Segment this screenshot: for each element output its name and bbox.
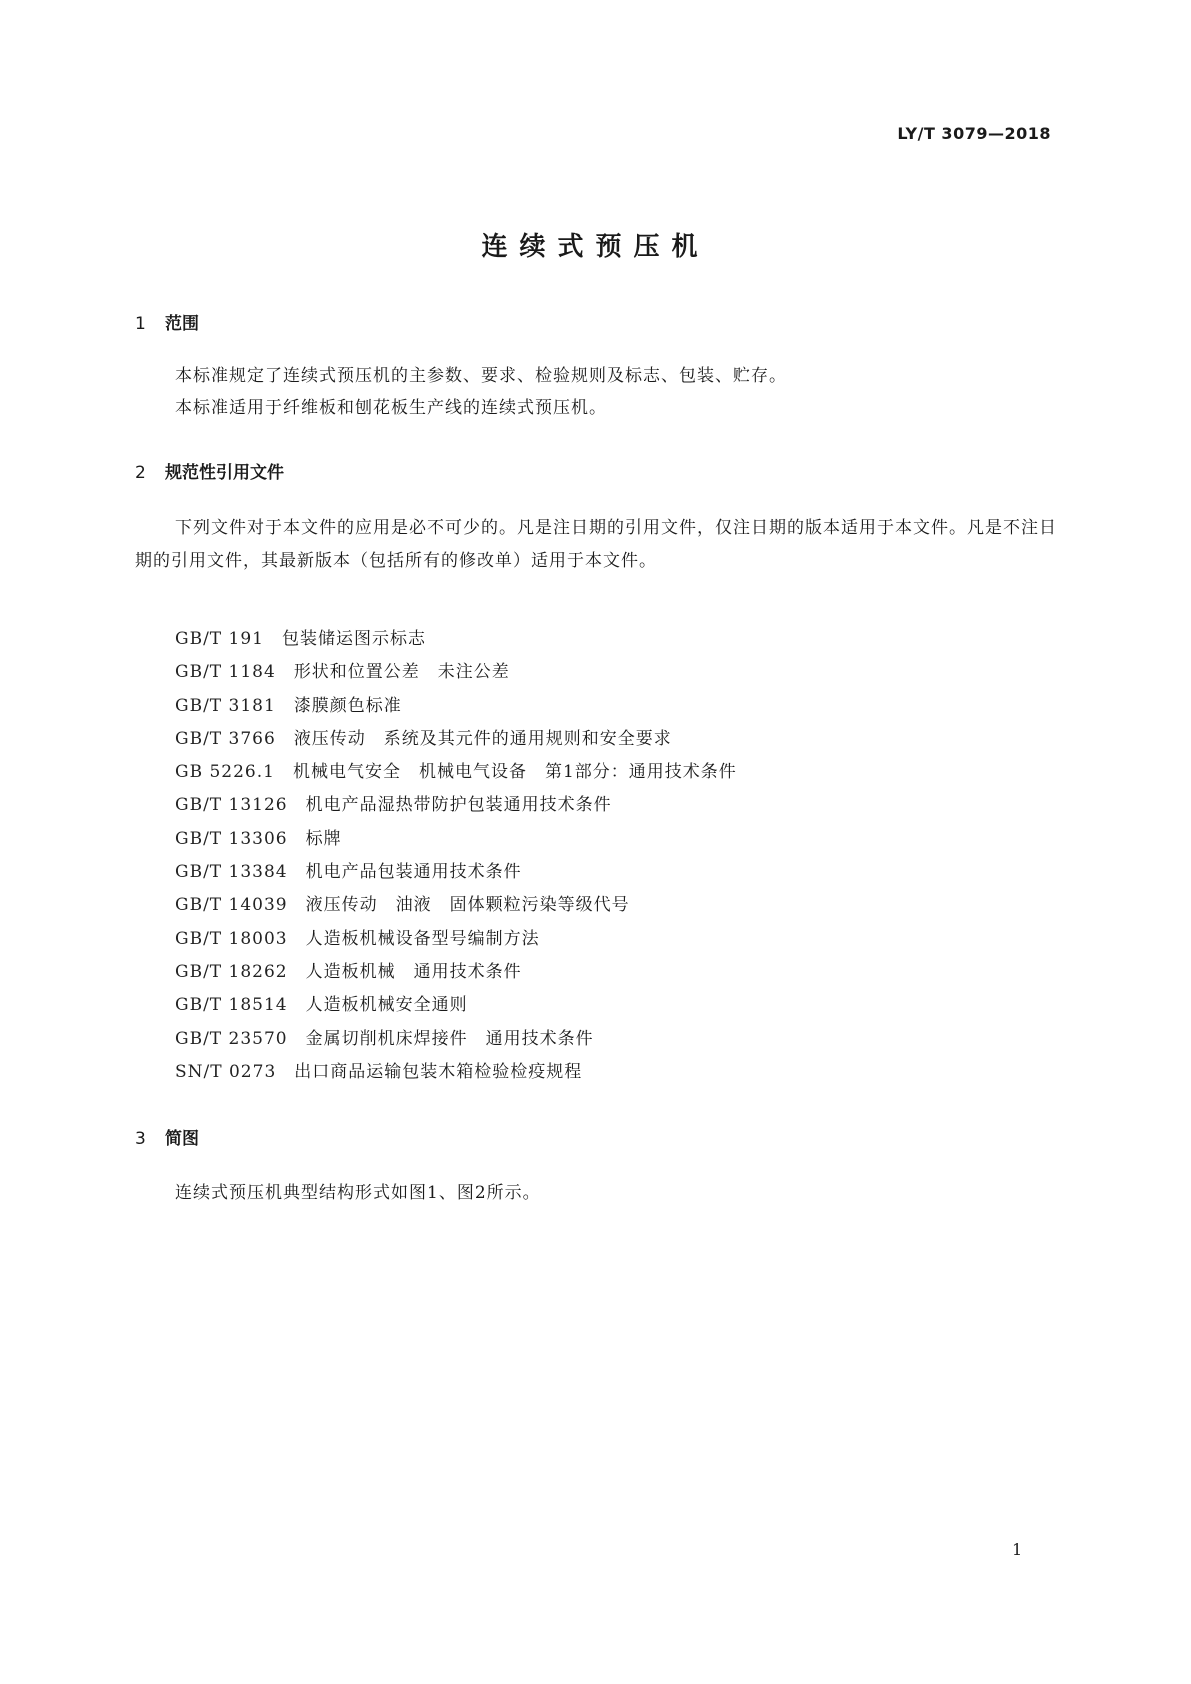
reference-name: 人造板机械安全通则 (305, 995, 468, 1016)
reference-code: GB/T 14039 (175, 895, 288, 916)
section-number: 3 (135, 1129, 146, 1149)
reference-code: GB/T 18003 (175, 928, 288, 949)
reference-item (175, 1056, 737, 1089)
reference-name: 形状和位置公差 未注公差 (293, 662, 510, 683)
reference-name: 机电产品包装通用技术条件 (305, 862, 522, 883)
standard-code: LY/T 3079—2018 (897, 124, 1051, 143)
reference-code: GB/T 3181 (175, 695, 276, 716)
reference-item (175, 923, 737, 956)
reference-code: GB/T 18514 (175, 995, 288, 1016)
section-2-heading (135, 458, 284, 483)
reference-code: GB/T 1184 (175, 662, 276, 683)
reference-item (175, 623, 737, 656)
reference-code: GB 5226.1 (175, 762, 275, 783)
reference-name: 出口商品运输包装木箱检验检疫规程 (294, 1061, 583, 1082)
reference-code: GB/T 23570 (175, 1028, 288, 1049)
reference-list (175, 623, 737, 1089)
reference-name: 液压传动 油液 固体颗粒污染等级代号 (305, 895, 630, 916)
reference-name: 人造板机械 通用技术条件 (305, 961, 522, 982)
paragraph: 连续式预压机典型结构形式如图1、图2所示。 (175, 1183, 541, 1203)
paragraph: 本标准规定了连续式预压机的主参数、要求、检验规则及标志、包装、贮存。 (175, 366, 787, 386)
section-number: 2 (135, 463, 146, 483)
reference-item (175, 656, 737, 689)
reference-code: GB/T 191 (175, 629, 264, 649)
reference-code: GB/T 13384 (175, 862, 288, 883)
reference-name: 标牌 (305, 828, 342, 849)
reference-item (175, 956, 737, 989)
reference-item (175, 856, 737, 889)
reference-name: 漆膜颜色标准 (293, 695, 402, 716)
reference-name: 机械电气安全 机械电气设备 第1部分：通用技术条件 (292, 762, 737, 783)
reference-item (175, 690, 737, 723)
reference-code: GB/T 18262 (175, 961, 288, 982)
document-title: 连续式预压机 (481, 232, 710, 262)
reference-item (175, 1023, 737, 1056)
reference-item (175, 789, 737, 822)
page-number: 1 (1012, 1540, 1023, 1559)
reference-name: 人造板机械设备型号编制方法 (305, 928, 540, 949)
reference-item (175, 989, 737, 1022)
reference-code: SN/T 0273 (175, 1061, 277, 1082)
reference-code: GB/T 13306 (175, 828, 288, 849)
section-1-heading (135, 309, 199, 334)
reference-name: 包装储运图示标志 (282, 629, 426, 649)
section-3-heading (135, 1124, 199, 1149)
reference-item (175, 756, 737, 789)
paragraph: 下列文件对于本文件的应用是必不可少的。凡是注日期的引用文件，仅注日期的版本适用于本文件。凡是不注日期的引用文件，其最新版本（包括所有的修改单）适用于本文件。 (135, 518, 1057, 571)
reference-item (175, 823, 737, 856)
reference-name: 液压传动 系统及其元件的通用规则和安全要求 (293, 728, 672, 749)
reference-name: 机电产品湿热带防护包装通用技术条件 (305, 795, 612, 816)
reference-item (175, 723, 737, 756)
reference-code: GB/T 3766 (175, 728, 276, 749)
section-title: 简图 (165, 1129, 199, 1149)
section-title: 范围 (165, 314, 199, 334)
reference-name: 金属切削机床焊接件 通用技术条件 (305, 1028, 594, 1049)
reference-item (175, 889, 737, 922)
section-number: 1 (135, 314, 146, 334)
paragraph: 本标准适用于纤维板和刨花板生产线的连续式预压机。 (175, 398, 607, 418)
reference-code: GB/T 13126 (175, 795, 288, 816)
section-title: 规范性引用文件 (165, 463, 284, 483)
